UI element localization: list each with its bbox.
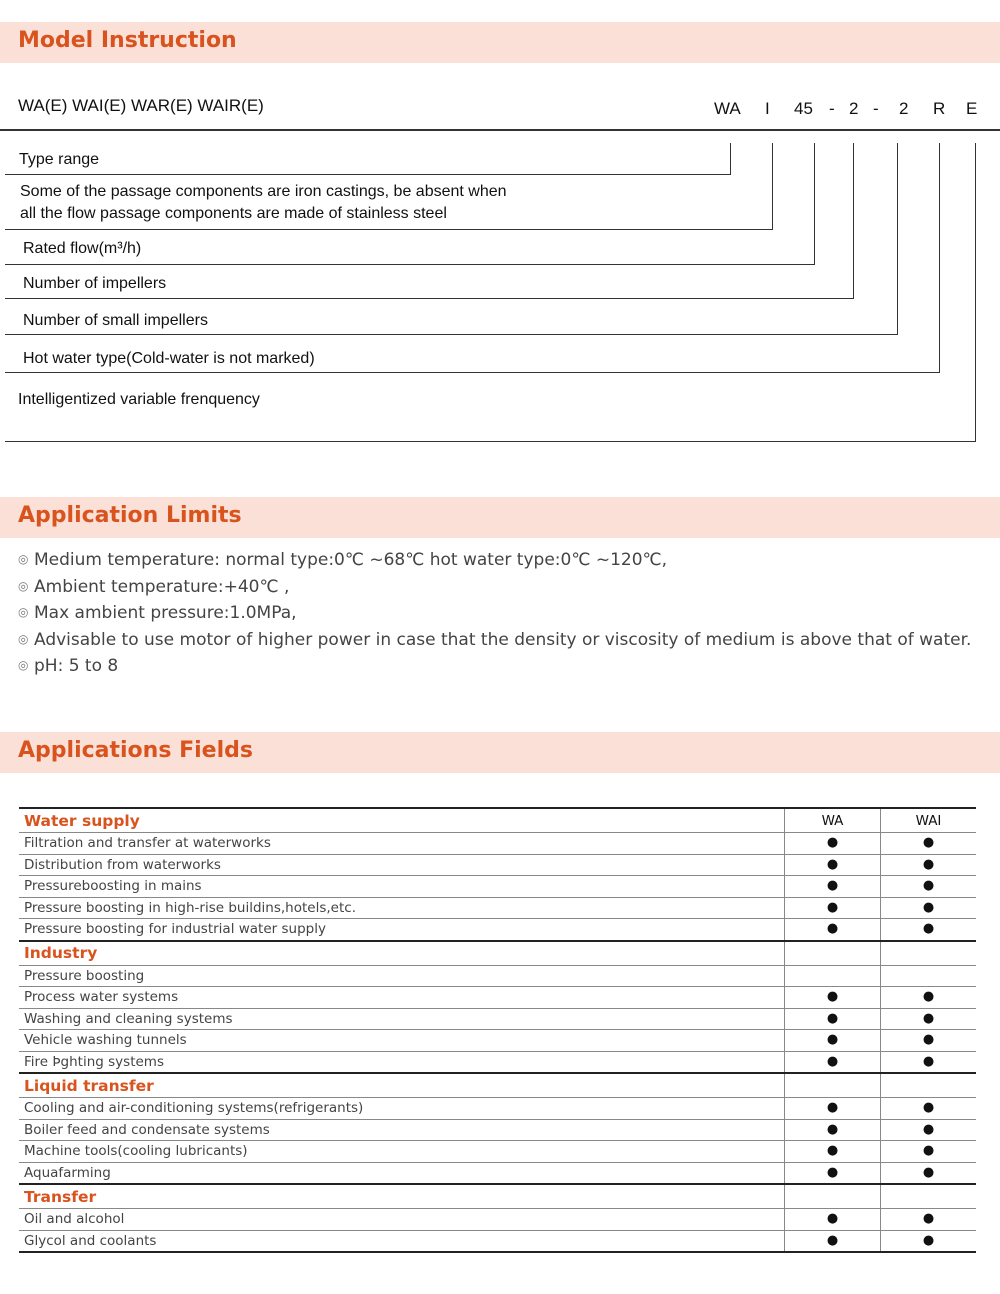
label-variable-frequency: Intelligentized variable frenquency [18,391,260,408]
group-header-row [19,1184,976,1209]
label-passage-components-2: all the flow passage components are made of stainless steel [20,205,447,222]
bullet-icon: ◎ [18,605,29,619]
label-rated-flow: Rated flow(m³/h) [23,240,142,257]
table-row: Pressure boosting in high-rise buildins,hotels,etc. ● ● [19,897,976,919]
list-item: ◎ Advisable to use motor of higher power in case that the density or viscosity of medium is above that of water. [18,627,971,654]
leader-horizontal-4 [5,298,854,299]
model-types-line: WA(E) WAI(E) WAR(E) WAIR(E) [18,96,264,115]
application-limits-header [0,497,1000,538]
leader-vertical-1 [730,143,731,174]
code-part-e: E [966,99,978,118]
group-name: Liquid transfer [19,1073,785,1098]
code-part-i: I [765,99,770,118]
code-part-dash-1: - [829,99,835,118]
column-header-wai: WAI [881,808,977,833]
bullet-icon: ◎ [18,658,29,672]
code-part-small-impellers: 2 [899,99,909,118]
applications-fields-table [19,807,976,1253]
list-item: ◎ Max ambient pressure:1.0MPa, [18,600,971,627]
leader-vertical-2 [772,143,773,230]
table-row: Glycol and coolants ● ● [19,1230,976,1252]
table-row: Process water systems ● ● [19,987,976,1009]
leader-horizontal-3 [5,264,815,265]
list-item: ◎ Ambient temperature:+40℃ , [18,574,971,601]
table-row: Cooling and air-conditioning systems(refrigerants) ● ● [19,1098,976,1120]
application-limits-title: Application Limits [18,503,242,528]
applications-fields-header [0,732,1000,773]
table-row: Aquafarming ● ● [19,1162,976,1184]
leader-vertical-7 [975,143,976,442]
group-header-row [19,808,976,833]
code-part-dash-2: - [873,99,879,118]
table-row: Boiler feed and condensate systems ● ● [19,1119,976,1141]
table-row: Pressureboosting in mains ● ● [19,876,976,898]
leader-horizontal-6 [5,372,940,373]
group-header-row [19,1073,976,1098]
applications-fields-title: Applications Fields [18,738,253,763]
code-part-r: R [933,99,946,118]
label-passage-components-1: Some of the passage components are iron castings, be absent when [20,183,507,200]
table-row: Vehicle washing tunnels ● ● [19,1030,976,1052]
group-header-row [19,941,976,966]
leader-vertical-3 [814,143,815,265]
leader-vertical-4 [853,143,854,299]
column-header-wa: WA [785,808,881,833]
group-name: Transfer [19,1184,785,1209]
label-small-impellers: Number of small impellers [23,312,208,329]
table-row: Washing and cleaning systems ● ● [19,1008,976,1030]
table-row: Pressure boosting [19,965,976,987]
model-instruction-title: Model Instruction [18,28,237,53]
model-top-rule [0,129,1000,131]
label-hot-water-type: Hot water type(Cold-water is not marked) [23,350,315,367]
table-row: Distribution from waterworks ● ● [19,854,976,876]
leader-vertical-6 [939,143,940,373]
bullet-icon: ◎ [18,578,29,593]
table-row: Oil and alcohol ● ● [19,1209,976,1231]
model-instruction-header [0,22,1000,63]
group-name: Water supply [19,808,785,833]
bullet-icon: ◎ [18,552,29,566]
list-item: ◎ pH: 5 to 8 [18,653,971,680]
leader-horizontal-1 [5,174,731,175]
label-number-of-impellers: Number of impellers [23,275,167,292]
list-item: ◎ Medium temperature: normal type:0℃ ~68℃ hot water type:0℃ ~120℃, [18,547,971,574]
code-part-wa: WA [714,99,741,118]
label-type-range: Type range [19,151,100,168]
table-row: Machine tools(cooling lubricants) ● ● [19,1141,976,1163]
application-limits-list [18,547,971,680]
leader-horizontal-5 [5,334,898,335]
code-part-impellers: 2 [849,99,859,118]
leader-horizontal-7 [5,441,976,442]
leader-horizontal-2 [5,229,773,230]
table-row: Filtration and transfer at waterworks ● ● [19,833,976,855]
table-row: Pressure boosting for industrial water supply ● ● [19,919,976,941]
bullet-icon: ◎ [18,631,29,646]
leader-vertical-5 [897,143,898,335]
code-part-flow: 45 [794,99,813,118]
group-name: Industry [19,941,785,966]
table-row: Fire Þghting systems ● ● [19,1051,976,1073]
